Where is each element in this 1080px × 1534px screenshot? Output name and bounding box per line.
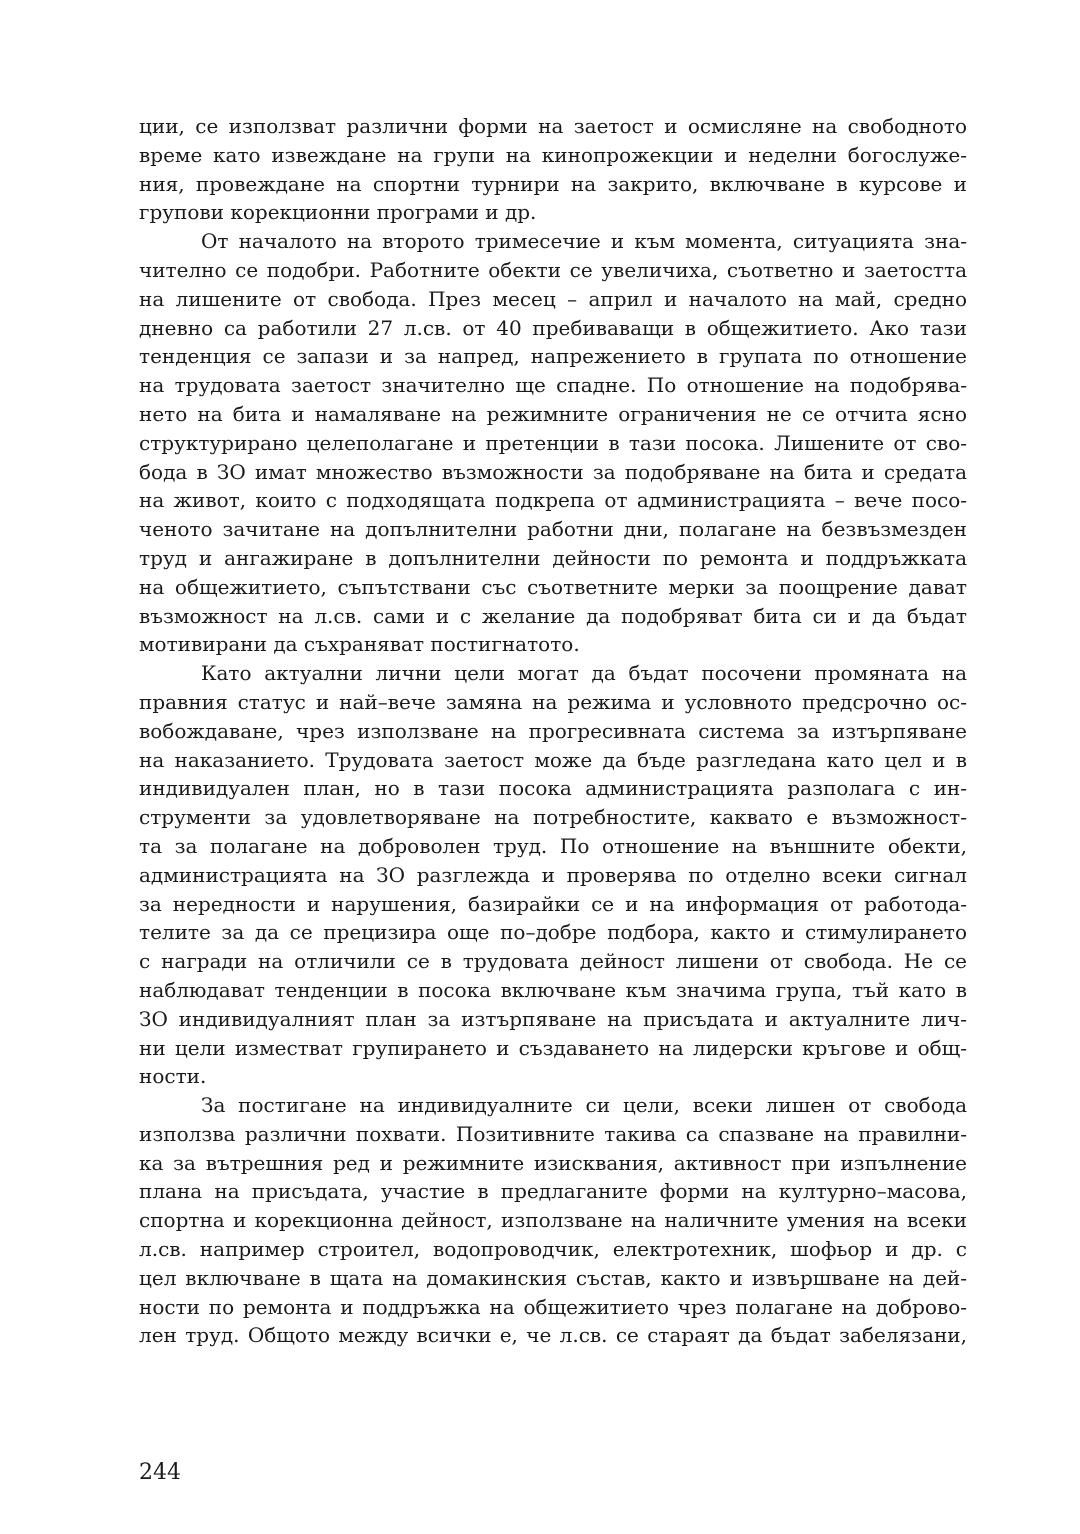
paragraph-3-line-4: на наказанието. Трудовата заетост може да бъде разгледана като цел и в [139, 747, 967, 772]
paragraph-2-line-11: ченото зачитане на допълнителни работни дни, полагане на безвъзмезден [139, 517, 967, 542]
paragraph-2-line-1: От началото на второто тримесечие и към момента, ситуацията зна- [201, 229, 967, 254]
paragraph-3-line-9: за нередности и нарушения, базирайки се и на информация от работода- [139, 891, 967, 916]
paragraph-3-line-11: с награди на отличили се в трудовата дейност лишени от свобода. Не се [139, 949, 967, 974]
paragraph-4-line-8: ности по ремонта и поддръжка на общежитието чрез полагане на доброво- [139, 1294, 967, 1319]
paragraph-2-line-7: нето на бита и намаляване на режимните ограничения не се отчита ясно [139, 401, 967, 426]
paragraph-2-line-3: на лишените от свобода. През месец – април и началото на май, средно [139, 286, 967, 311]
paragraph-2-line-13: на общежитието, съпътствани със съответните мерки за поощрение дават [139, 574, 967, 599]
paragraph-1-line-3: ния, провеждане на спортни турнири на закрито, включване в курсове и [139, 171, 967, 196]
paragraph-3-line-6: струменти за удовлетворяване на потребностите, каквато е възможност- [139, 805, 967, 830]
paragraph-3-line-8: администрацията на ЗО разглежда и проверява по отделно всеки сигнал [139, 862, 967, 887]
paragraph-2-line-9: бода в ЗО имат множество възможности за подобряване на бита и средата [139, 459, 967, 484]
paragraph-4-line-2: използва различни похвати. Позитивните такива са спазване на правилни- [139, 1121, 967, 1146]
paragraph-3-line-2: правния статус и най–вече замяна на режима и условното предсрочно ос- [139, 689, 967, 714]
paragraph-4-line-7: цел включване в щата на домакинския състав, както и извършване на дей- [139, 1265, 967, 1290]
paragraph-4-line-3: ка за вътрешния ред и режимните изисквания, активност при изпълнение [139, 1150, 967, 1175]
paragraph-2-line-15: мотивирани да съхраняват постигнатото. [139, 632, 580, 657]
paragraph-1-line-1: ции, се използват различни форми на заетост и осмисляне на свободното [139, 114, 967, 138]
paragraph-2-line-6: на трудовата заетост значително ще спадне. По отношение на подобрява- [139, 373, 967, 398]
paragraph-3-line-1: Като актуални лични цели могат да бъдат посочени промяната на [201, 661, 967, 686]
paragraph-3-line-7: та за полагане на доброволен труд. По отношение на външните обекти, [139, 833, 967, 858]
paragraph-2-line-14: възможност на л.св. сами и с желание да подобряват бита си и да бъдат [139, 603, 967, 628]
paragraph-2-line-12: труд и ангажиране в допълнителни дейности по ремонта и поддръжката [139, 545, 967, 570]
paragraph-4-line-5: спортна и корекционна дейност, използване на наличните умения на всеки [139, 1208, 967, 1233]
paragraph-3-line-10: телите за да се прецизира още по–добре подбора, както и стимулирането [139, 920, 967, 945]
paragraph-4-line-4: плана на присъдата, участие в предлаганите форми на културно–масова, [139, 1179, 967, 1204]
paragraph-3-line-14: ни цели изместват групирането и създаването на лидерски кръгове и общ- [139, 1035, 967, 1060]
paragraph-2-line-10: на живот, които с подходящата подкрепа от администрацията – вече посо- [139, 488, 967, 513]
paragraph-1-line-2: време като извеждане на групи на кинопрожекции и неделни богослуже- [139, 142, 967, 167]
paragraph-2-line-8: структурирано целеполагане и претенции в тази посока. Лишените от сво- [139, 430, 967, 455]
paragraph-3-line-3: вобождаване, чрез използване на прогресивната система за изтърпяване [139, 718, 967, 743]
body-text [139, 112, 967, 1350]
paragraph-3-line-12: наблюдават тенденции в посока включване към значима група, тъй като в [139, 977, 967, 1002]
page-number: 244 [139, 1460, 181, 1485]
paragraph-2-line-4: дневно са работили 27 л.св. от 40 пребиваващи в общежитието. Ако тази [139, 315, 967, 340]
paragraph-3-line-5: индивидуален план, но в тази посока администрацията разполага с ин- [139, 776, 967, 801]
paragraph-3-line-13: ЗО индивидуалният план за изтърпяване на присъдата и актуалните лич- [139, 1006, 967, 1031]
paragraph-1-line-4: групови корекционни програми и др. [139, 200, 537, 225]
paragraph-2-line-2: чително се подобри. Работните обекти се увеличиха, съответно и заетостта [139, 257, 967, 282]
paragraph-2-line-5: тенденция се запази и за напред, напрежението в групата по отношение [139, 344, 967, 369]
paragraph-4-line-1: За постигане на индивидуалните си цели, всеки лишен от свобода [201, 1093, 967, 1118]
paragraph-3-line-15: ности. [139, 1064, 207, 1089]
paragraph-4-line-6: л.св. например строител, водопроводчик, електротехник, шофьор и др. с [139, 1237, 967, 1262]
paragraph-4-line-9: лен труд. Общото между всички е, че л.св. се стараят да бъдат забелязани, [139, 1323, 967, 1348]
